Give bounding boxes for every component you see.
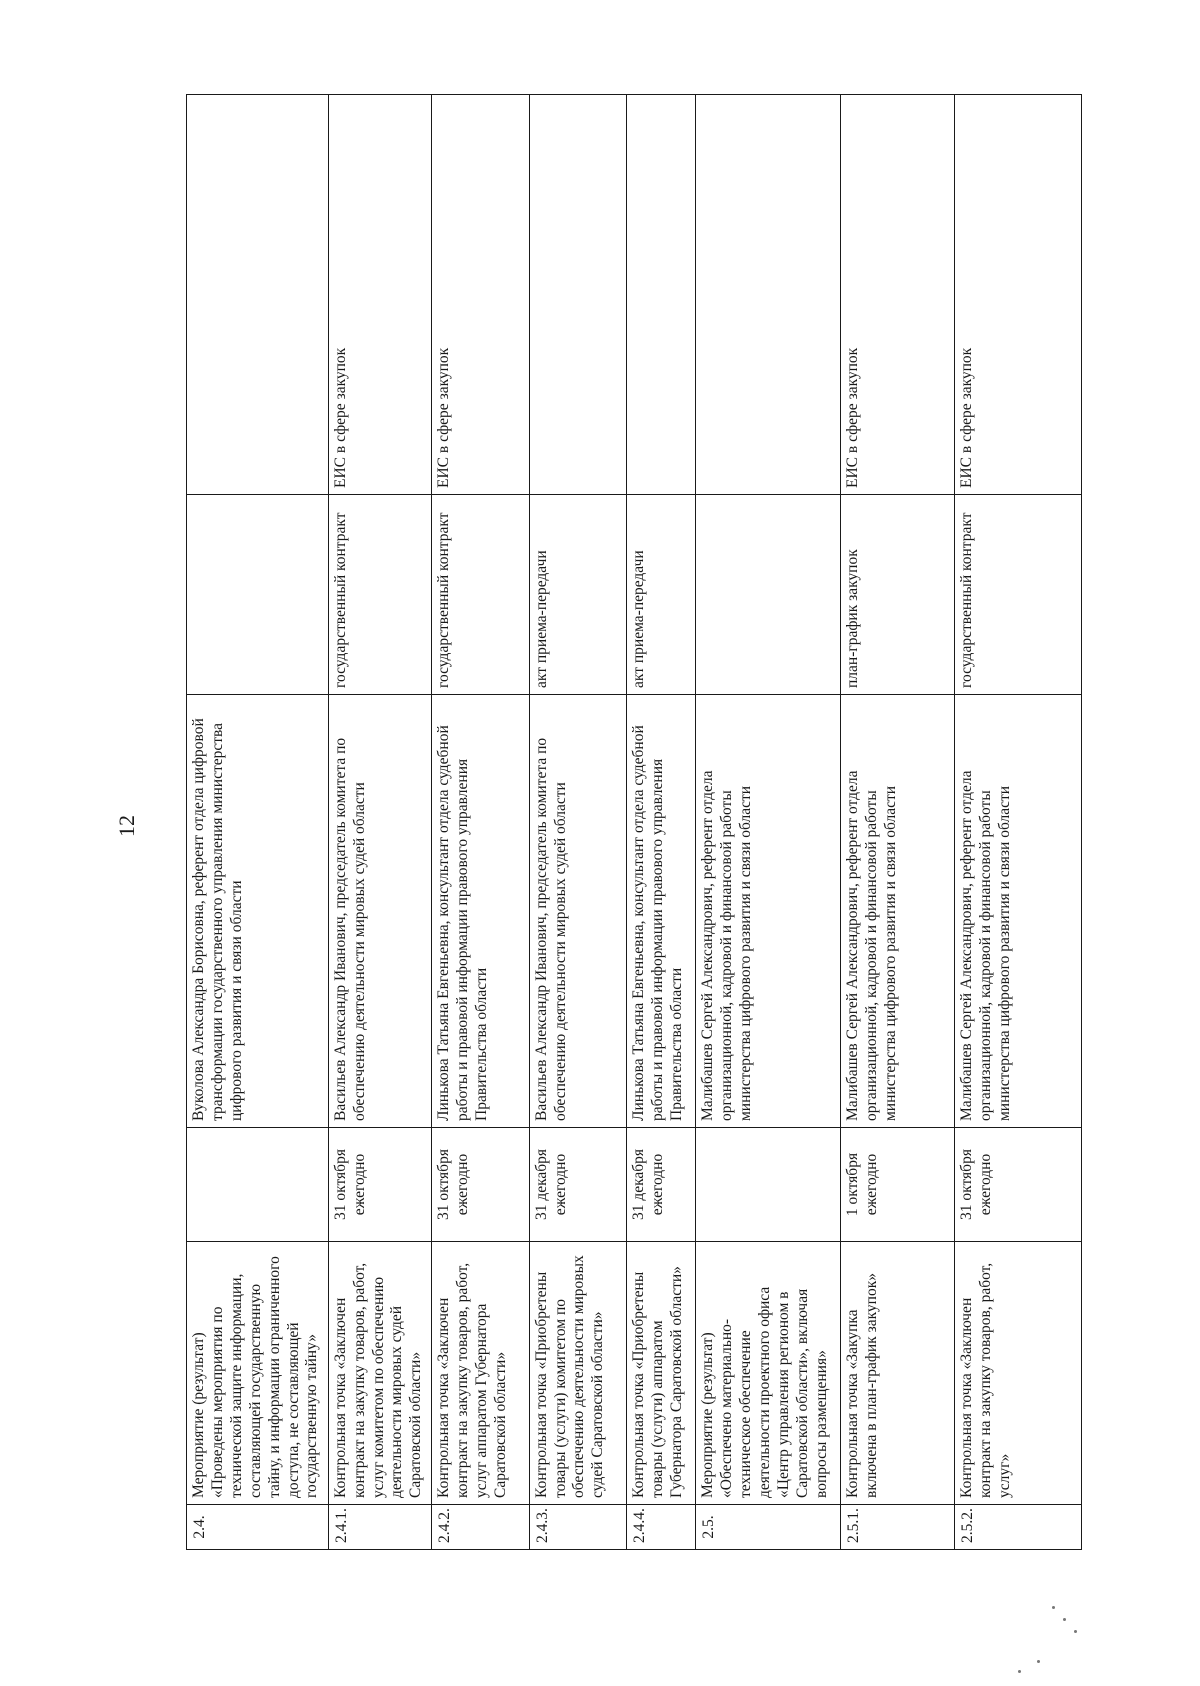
table-row xyxy=(432,95,530,1550)
row-date: 31 октября ежегодно xyxy=(432,1128,530,1242)
row-system: ЕИС в сфере закупок xyxy=(328,95,431,495)
row-name: Контрольная точка «Заключен контракт на закупку товаров, работ, услуг» xyxy=(954,1242,1081,1505)
row-document: акт приема-передачи xyxy=(529,495,627,695)
row-name: Мероприятие (результат) «Обеспечено материально-техническое обеспечение деятельности проектного офиса «Центр управления регионом в Саратовской области», включая вопросы размещения» xyxy=(696,1242,840,1505)
row-document: акт приема-передачи xyxy=(627,495,696,695)
row-number: 2.5.2. xyxy=(954,1505,1081,1550)
table-row xyxy=(328,95,431,1550)
table-row xyxy=(529,95,627,1550)
row-responsible: Малибашев Сергей Александрович, референт отдела организационной, кадровой и финансовой работы министерства цифрового развития и связи области xyxy=(696,695,840,1128)
row-document: государственный контракт xyxy=(954,495,1081,695)
row-responsible: Малибашев Сергей Александрович, референт отдела организационной, кадровой и финансовой работы министерства цифрового развития и связи области xyxy=(840,695,954,1128)
row-responsible: Васильев Александр Иванович, председатель комитета по обеспечению деятельности мировых судей области xyxy=(328,695,431,1128)
table-row xyxy=(187,95,329,1550)
row-system: ЕИС в сфере закупок xyxy=(432,95,530,495)
row-number: 2.4. xyxy=(187,1505,329,1550)
row-responsible: Малибашев Сергей Александрович, референт отдела организационной, кадровой и финансовой работы министерства цифрового развития и связи области xyxy=(954,695,1081,1128)
scan-speck xyxy=(1037,1660,1040,1663)
row-number: 2.4.4. xyxy=(627,1505,696,1550)
row-name: Контрольная точка «Закупка включена в план-график закупок» xyxy=(840,1242,954,1505)
row-name: Контрольная точка «Заключен контракт на закупку товаров, работ, услуг аппаратом Губернатора Саратовской области» xyxy=(432,1242,530,1505)
row-date: 31 октября ежегодно xyxy=(954,1128,1081,1242)
row-document xyxy=(187,495,329,695)
scan-speck xyxy=(1018,1670,1021,1673)
scan-speck xyxy=(1063,1618,1066,1621)
row-document: государственный контракт xyxy=(328,495,431,695)
row-date: 31 декабря ежегодно xyxy=(529,1128,627,1242)
rotated-table-container xyxy=(186,95,1082,1550)
row-system: ЕИС в сфере закупок xyxy=(954,95,1081,495)
row-responsible: Линькова Татьяна Евгеньевна, консультант отдела судебной работы и правовой информации правового управления Правительства области xyxy=(432,695,530,1128)
scan-speck xyxy=(1052,1606,1055,1609)
row-system xyxy=(627,95,696,495)
table-row xyxy=(696,95,840,1550)
row-date: 31 декабря ежегодно xyxy=(627,1128,696,1242)
row-document xyxy=(696,495,840,695)
row-date: 31 октября ежегодно xyxy=(328,1128,431,1242)
control-points-table xyxy=(186,94,1082,1550)
row-name: Контрольная точка «Приобретены товары (услуги) аппаратом Губернатора Саратовской области» xyxy=(627,1242,696,1505)
row-document: государственный контракт xyxy=(432,495,530,695)
row-number: 2.5.1. xyxy=(840,1505,954,1550)
row-system xyxy=(187,95,329,495)
page-number: 12 xyxy=(114,815,139,837)
row-name: Контрольная точка «Заключен контракт на закупку товаров, работ, услуг комитетом по обеспечению деятельности мировых судей Саратовской области» xyxy=(328,1242,431,1505)
row-name: Мероприятие (результат) «Проведены мероприятия по технической защите информации, составляющей государственную тайну, и информации ограниченного доступа, не составляющей государственную тайну» xyxy=(187,1242,329,1505)
row-date: 1 октября ежегодно xyxy=(840,1128,954,1242)
row-number: 2.4.2. xyxy=(432,1505,530,1550)
row-system xyxy=(696,95,840,495)
table-row xyxy=(954,95,1081,1550)
row-number: 2.5. xyxy=(696,1505,840,1550)
row-number: 2.4.1. xyxy=(328,1505,431,1550)
row-number: 2.4.3. xyxy=(529,1505,627,1550)
row-responsible: Вуколова Александра Борисовна, референт отдела цифровой трансформации государственного управления министерства цифрового развития и связи области xyxy=(187,695,329,1128)
table-row xyxy=(840,95,954,1550)
row-name: Контрольная точка «Приобретены товары (услуги) комитетом по обеспечению деятельности мировых судей Саратовской области» xyxy=(529,1242,627,1505)
scan-speck xyxy=(1074,1630,1077,1633)
row-responsible: Васильев Александр Иванович, председатель комитета по обеспечению деятельности мировых судей области xyxy=(529,695,627,1128)
table-row xyxy=(627,95,696,1550)
row-date xyxy=(187,1128,329,1242)
row-responsible: Линькова Татьяна Евгеньевна, консультант отдела судебной работы и правовой информации правового управления Правительства области xyxy=(627,695,696,1128)
row-system: ЕИС в сфере закупок xyxy=(840,95,954,495)
row-system xyxy=(529,95,627,495)
row-date xyxy=(696,1128,840,1242)
row-document: план-график закупок xyxy=(840,495,954,695)
